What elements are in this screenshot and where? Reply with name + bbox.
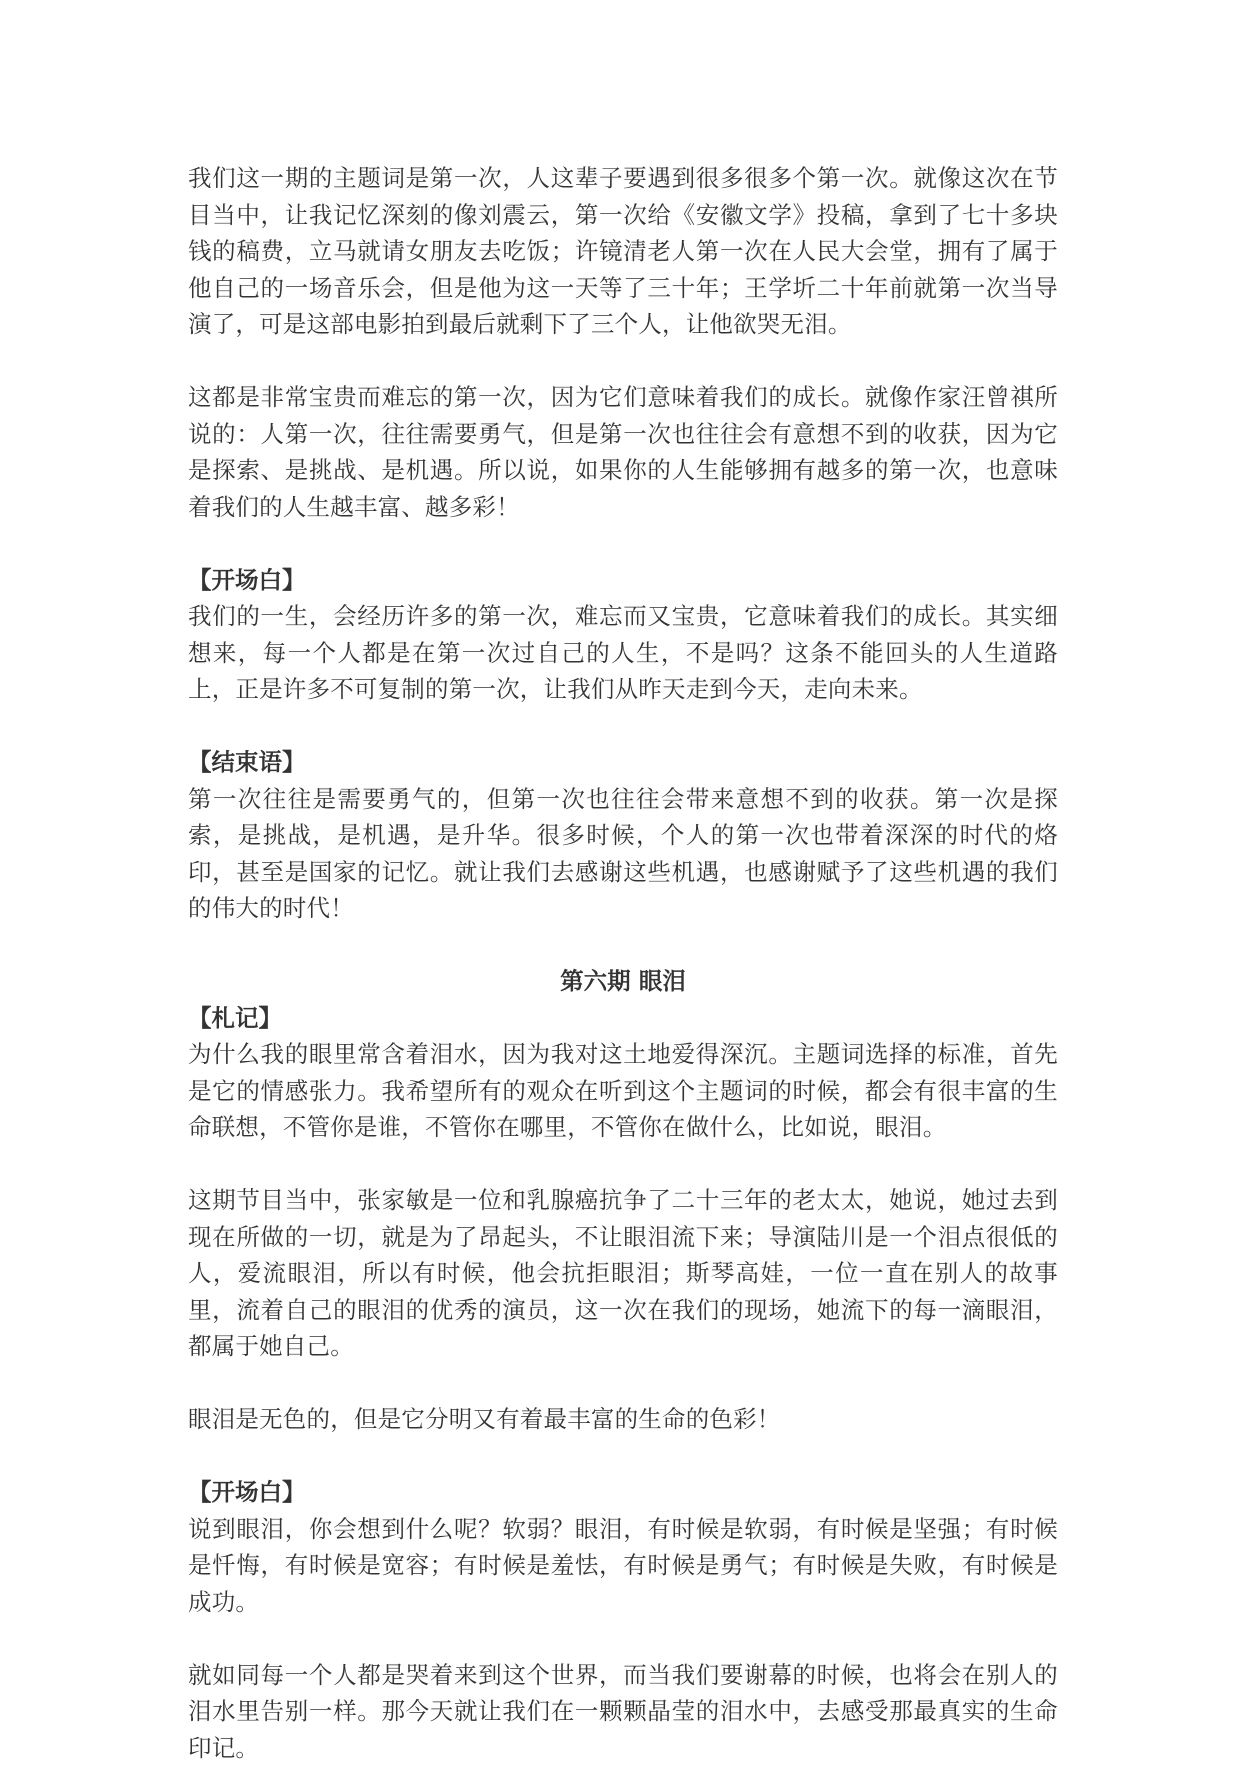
paragraph-theme-first-time: 我们这一期的主题词是第一次，人这辈子要遇到很多很多个第一次。就像这次在节目当中，让我记忆深刻的像刘震云，第一次给《安徽文学》投稿，拿到了七十多块钱的稿费，立马就请女朋友去吃饭；许镜清老人第一次在人民大会堂，拥有了属于他自己的一场音乐会，但是他为这一天等了三十年；王学圻二十年前就第一次当导演了，可是这部电影拍到最后就剩下了三个人，让他欲哭无泪。	[188, 160, 1058, 343]
paragraph-notes-1: 为什么我的眼里常含着泪水，因为我对这土地爱得深沉。主题词选择的标准，首先是它的情感张力。我希望所有的观众在听到这个主题词的时候，都会有很丰富的生命联想，不管你是谁，不管你在哪里，不管你在做什么，比如说，眼泪。	[188, 1036, 1058, 1146]
paragraph-opening-2-2: 就如同每一个人都是哭着来到这个世界，而当我们要谢幕的时候，也将会在别人的泪水里告别一样。那今天就让我们在一颗颗晶莹的泪水中，去感受那最真实的生命印记。	[188, 1657, 1058, 1766]
paragraph-gap	[188, 525, 1058, 562]
paragraph-gap	[188, 1365, 1058, 1402]
paragraph-gap	[188, 1146, 1058, 1183]
paragraph-opening-2-1: 说到眼泪，你会想到什么呢？软弱？眼泪，有时候是软弱，有时候是坚强；有时候是忏悔，有时候是宽容；有时候是羞怯，有时候是勇气；有时候是失败，有时候是成功。	[188, 1511, 1058, 1621]
paragraph-gap	[188, 1438, 1058, 1475]
paragraph-gap	[188, 1620, 1058, 1657]
paragraph-gap	[188, 927, 1058, 964]
paragraph-notes-2: 这期节目当中，张家敏是一位和乳腺癌抗争了二十三年的老太太，她说，她过去到现在所做的一切，就是为了昂起头，不让眼泪流下来；导演陆川是一个泪点很低的人，爱流眼泪，所以有时候，他会抗拒眼泪；斯琴高娃，一位一直在别人的故事里，流着自己的眼泪的优秀的演员，这一次在我们的现场，她流下的每一滴眼泪，都属于她自己。	[188, 1182, 1058, 1365]
paragraph-growth: 这都是非常宝贵而难忘的第一次，因为它们意味着我们的成长。就像作家汪曾祺所说的：人第一次，往往需要勇气，但是第一次也往往会有意想不到的收获，因为它是探索、是挑战、是机遇。所以说，如果你的人生能够拥有越多的第一次，也意味着我们的人生越丰富、越多彩！	[188, 379, 1058, 525]
section-heading-notes: 【札记】	[188, 1000, 1058, 1037]
section-heading-opening: 【开场白】	[188, 562, 1058, 599]
section-heading-opening-2: 【开场白】	[188, 1474, 1058, 1511]
paragraph-closing: 第一次往往是需要勇气的，但第一次也往往会带来意想不到的收获。第一次是探索，是挑战，是机遇，是升华。很多时候，个人的第一次也带着深深的时代的烙印，甚至是国家的记忆。就让我们去感谢这些机遇，也感谢赋予了这些机遇的我们的伟大的时代！	[188, 781, 1058, 927]
document-page	[188, 160, 1058, 1766]
paragraph-opening: 我们的一生，会经历许多的第一次，难忘而又宝贵，它意味着我们的成长。其实细想来，每一个人都是在第一次过自己的人生，不是吗？这条不能回头的人生道路上，正是许多不可复制的第一次，让我们从昨天走到今天，走向未来。	[188, 598, 1058, 708]
section-heading-closing: 【结束语】	[188, 744, 1058, 781]
episode-title: 第六期 眼泪	[188, 963, 1058, 1000]
paragraph-notes-3: 眼泪是无色的，但是它分明又有着最丰富的生命的色彩！	[188, 1401, 1058, 1438]
paragraph-gap	[188, 708, 1058, 745]
paragraph-gap	[188, 343, 1058, 380]
